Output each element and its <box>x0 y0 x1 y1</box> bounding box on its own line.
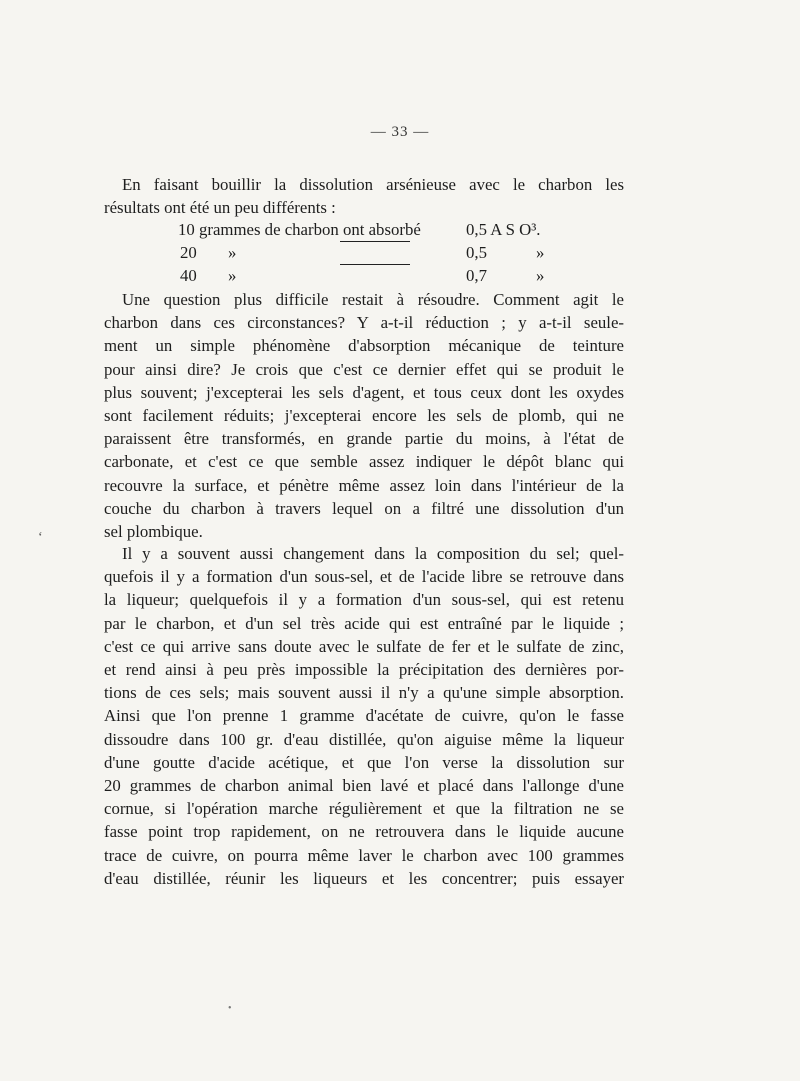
table-row <box>104 243 624 265</box>
margin-mark-icon: ‘ <box>38 530 43 545</box>
text-line: ment un simple phénomène d'absorption mécanique de teinture <box>104 336 624 356</box>
text-line: fasse point trop rapidement, on ne retrouvera dans le liquide aucune <box>104 822 624 842</box>
text-line: résultats ont été un peu différents : <box>104 198 336 218</box>
table-qty: 40 <box>180 266 197 285</box>
text-line: dissoudre dans 100 gr. d'eau distillée, qu'on aiguise même la liqueur <box>104 729 624 749</box>
ditto-mark: » <box>228 243 237 262</box>
text-line: cornue, si l'opération marche régulièrement et que la filtration ne se <box>104 799 624 819</box>
table-qty: 10 grammes de charbon ont absorbé <box>178 220 421 239</box>
text-line: recouvre la surface, et pénètre même assez loin dans l'intérieur de la <box>104 475 624 495</box>
text-line: quefois il y a formation d'un sous-sel, et de l'acide libre se retrouve dans <box>104 567 624 587</box>
table-row <box>104 266 624 288</box>
table-value: 0,5 <box>466 243 487 262</box>
table-row <box>104 220 624 242</box>
text-line: pour ainsi dire? Je crois que c'est ce dernier effet qui se produit le <box>104 359 624 379</box>
text-line: d'eau distillée, réunir les liqueurs et les concentrer; puis essayer <box>104 868 624 888</box>
text-line: c'est ce qui arrive sans doute avec le sulfate de fer et le sulfate de zinc, <box>104 636 624 656</box>
text-line: Ainsi que l'on prenne 1 gramme d'acétate de cuivre, qu'on le fasse <box>104 706 624 726</box>
table-qty: 20 <box>180 243 197 262</box>
text-line: trace de cuivre, on pourra même laver le charbon avec 100 grammes <box>104 845 624 865</box>
text-line: couche du charbon à travers lequel on a filtré une dissolution d'un <box>104 498 624 518</box>
text-line: sont facilement réduits; j'excepterai encore les sels de plomb, qui ne <box>104 406 624 426</box>
table-value: 0,5 A S O³. <box>466 220 541 239</box>
text-line: d'une goutte d'acide acétique, et que l'on verse la dissolution sur <box>104 752 624 772</box>
text-line: 20 grammes de charbon animal bien lavé et placé dans l'allonge d'une <box>104 776 624 796</box>
text-line: Il y a souvent aussi changement dans la composition du sel; quel- <box>122 544 624 563</box>
paragraph-change <box>104 542 624 890</box>
text-line: charbon dans ces circonstances? Y a-t-il réduction ; y a-t-il seule- <box>104 313 624 333</box>
text-line: Une question plus difficile restait à résoudre. Comment agit le <box>122 290 624 309</box>
ditto-mark: » <box>536 266 545 285</box>
text-line: En faisant bouillir la dissolution arsénieuse avec le charbon les <box>122 175 624 194</box>
text-line: paraissent être transformés, en grande partie du moins, à l'état de <box>104 429 624 449</box>
text-line: plus souvent; j'excepterai les sels d'agent, et tous ceux dont les oxydes <box>104 382 624 402</box>
text-line: la liqueur; quelquefois il y a formation d'un sous-sel, qui est retenu <box>104 590 624 610</box>
ditto-mark: » <box>536 243 545 262</box>
intro-paragraph <box>104 173 624 219</box>
text-line: carbonate, et c'est ce que semble assez indiquer le dépôt blanc qui <box>104 452 624 472</box>
text-line: par le charbon, et d'un sel très acide qui est entraîné par le liquide ; <box>104 613 624 633</box>
ditto-mark: » <box>228 266 237 285</box>
text-line: tions de ces sels; mais souvent aussi il n'y a qu'une simple absorption. <box>104 683 624 703</box>
paragraph-question <box>104 288 624 543</box>
text-line: sel plombique. <box>104 522 203 542</box>
text-line: et rend ainsi à peu près impossible la précipitation des dernières por- <box>104 660 624 680</box>
table-value: 0,7 <box>466 266 487 285</box>
ink-speck-icon: • <box>228 1003 232 1014</box>
page-number: — 33 — <box>370 124 430 140</box>
